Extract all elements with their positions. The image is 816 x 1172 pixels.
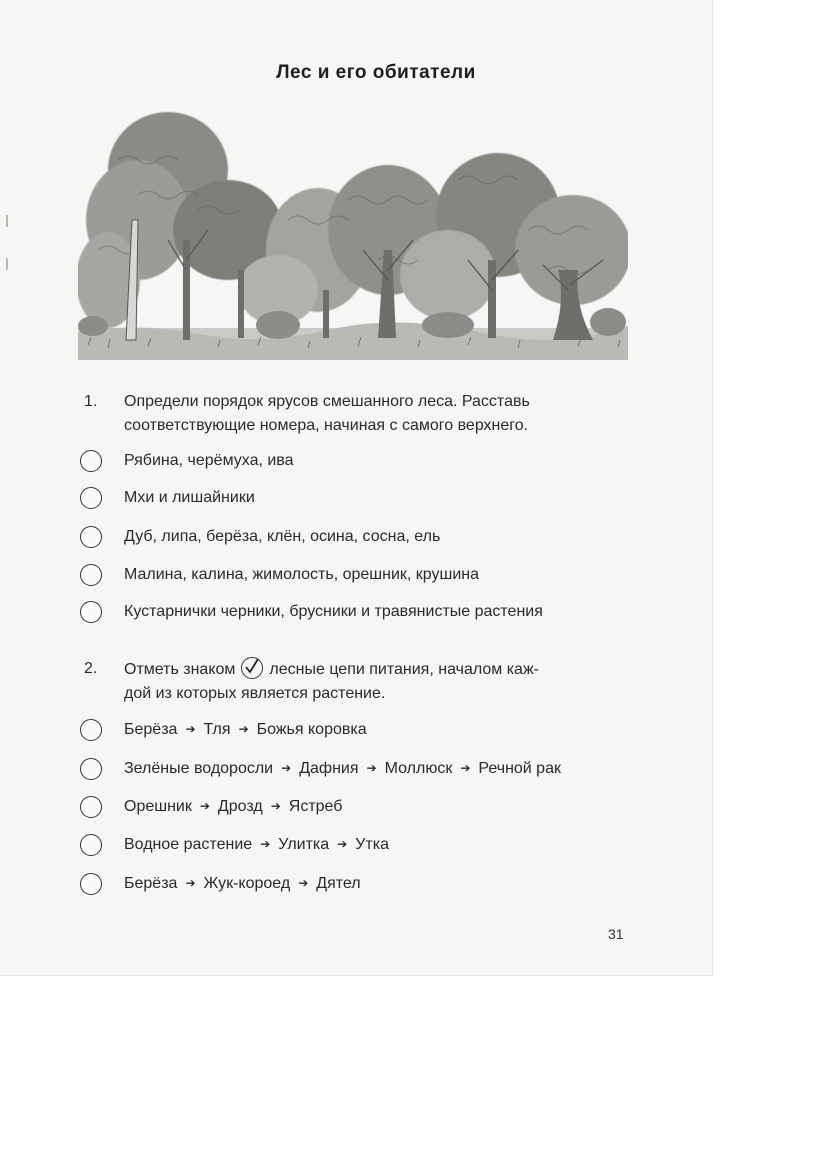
chain-link: Дрозд	[217, 798, 263, 815]
task-1-option[interactable]	[80, 561, 479, 589]
right-arrow-icon: ➔	[460, 761, 471, 775]
chain-link: Моллюск	[384, 760, 453, 777]
task-1-option[interactable]	[80, 484, 255, 512]
right-arrow-icon: ➔	[238, 722, 249, 736]
option-label: Мхи и лишайники	[124, 489, 255, 506]
chain-link: Берёза	[124, 875, 178, 892]
chain-link: Водное растение	[124, 836, 253, 853]
option-label: Дуб, липа, берёза, клён, осина, сосна, ель	[124, 528, 441, 545]
chain-link: Тля	[203, 721, 231, 738]
margin-mark	[6, 258, 8, 270]
chain-link: Зелёные водоросли	[124, 760, 274, 777]
empty-circle-icon[interactable]	[80, 758, 102, 780]
chain-link: Утка	[355, 836, 389, 853]
forest-illustration	[78, 100, 628, 360]
task-1-option[interactable]	[80, 523, 440, 551]
right-arrow-icon: ➔	[185, 722, 196, 736]
right-arrow-icon: ➔	[260, 837, 271, 851]
right-arrow-icon: ➔	[337, 837, 348, 851]
food-chain-option[interactable]	[80, 831, 389, 859]
empty-circle-icon[interactable]	[80, 601, 102, 623]
chain-link: Божья коровка	[256, 721, 367, 738]
task-1-number: 1.	[84, 393, 98, 410]
empty-circle-icon[interactable]	[80, 834, 102, 856]
chain-link: Дятел	[316, 875, 361, 892]
food-chain-label	[124, 760, 561, 778]
empty-circle-icon[interactable]	[80, 873, 102, 895]
empty-circle-icon[interactable]	[80, 450, 102, 472]
task-2-prompt-after: лесные цепи питания, началом каж-	[269, 661, 539, 678]
chain-link: Жук-короед	[203, 875, 291, 892]
task-1-option[interactable]	[80, 598, 543, 626]
empty-circle-icon[interactable]	[80, 796, 102, 818]
chain-link: Ястреб	[288, 798, 343, 815]
task-1-option[interactable]	[80, 447, 294, 475]
right-arrow-icon: ➔	[199, 799, 210, 813]
right-arrow-icon: ➔	[185, 876, 196, 890]
chain-link: Речной рак	[478, 760, 561, 777]
right-arrow-icon: ➔	[298, 876, 309, 890]
option-label: Рябина, черёмуха, ива	[124, 452, 294, 469]
page-title: Лес и его обитатели	[276, 62, 476, 83]
chain-link: Улитка	[278, 836, 330, 853]
task-1-prompt: Определи порядок ярусов смешанного леса. Расставь соответствующие номера, начиная с самого верхнего.	[124, 393, 530, 434]
food-chain-label	[124, 836, 389, 854]
option-label: Кустарнички черники, брусники и травянистые растения	[124, 603, 543, 620]
option-label: Малина, калина, жимолость, орешник, крушина	[124, 566, 480, 583]
chain-link: Дафния	[299, 760, 359, 777]
right-arrow-icon: ➔	[281, 761, 292, 775]
task-2-prompt-before: Отметь знаком	[124, 661, 236, 678]
task-2-prompt-line2: дой из которых является растение.	[124, 685, 386, 702]
margin-mark	[6, 215, 8, 227]
food-chain-label	[124, 798, 342, 816]
empty-circle-icon[interactable]	[80, 526, 102, 548]
task-2-prompt	[124, 657, 644, 706]
food-chain-option[interactable]	[80, 755, 561, 783]
checkmark-in-circle-icon	[241, 657, 263, 679]
food-chain-label	[124, 721, 367, 739]
food-chain-option[interactable]	[80, 793, 342, 821]
chain-link: Орешник	[124, 798, 192, 815]
empty-circle-icon[interactable]	[80, 719, 102, 741]
food-chain-option[interactable]	[80, 870, 361, 898]
food-chain-option[interactable]	[80, 716, 367, 744]
empty-circle-icon[interactable]	[80, 487, 102, 509]
right-arrow-icon: ➔	[366, 761, 377, 775]
empty-circle-icon[interactable]	[80, 564, 102, 586]
right-arrow-icon: ➔	[270, 799, 281, 813]
task-2-number: 2.	[84, 660, 98, 677]
chain-link: Берёза	[124, 721, 178, 738]
food-chain-label	[124, 875, 361, 893]
page-number: 31	[608, 926, 624, 942]
